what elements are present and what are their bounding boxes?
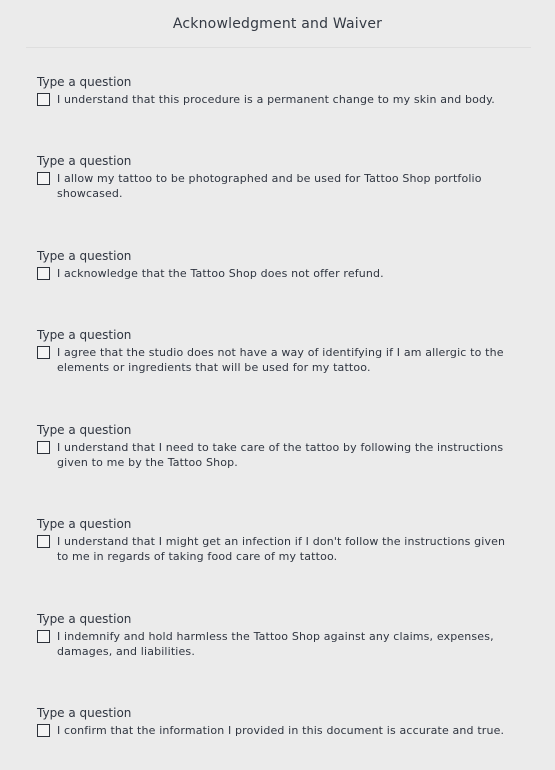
acknowledge-checkbox[interactable]: [37, 535, 50, 548]
form-title: Acknowledgment and Waiver: [172, 16, 383, 32]
question-label[interactable]: Type a question: [37, 75, 132, 89]
question-label[interactable]: Type a question: [37, 249, 132, 263]
checkbox-label: I agree that the studio does not have a way of identifying if I am allergic to the elements or ingredients that will be used for my tattoo.: [57, 346, 504, 374]
question-label[interactable]: Type a question: [37, 328, 132, 342]
acknowledge-checkbox[interactable]: [37, 724, 50, 737]
checkbox-label: I confirm that the information I provided in this document is accurate and true.: [57, 724, 505, 737]
checkbox-label: I understand that this procedure is a permanent change to my skin and body.: [57, 93, 495, 106]
acknowledge-checkbox[interactable]: [37, 172, 50, 185]
question-label[interactable]: Type a question: [37, 612, 132, 626]
acknowledge-checkbox[interactable]: [37, 267, 50, 280]
question-label[interactable]: Type a question: [37, 517, 132, 531]
acknowledge-checkbox[interactable]: [37, 93, 50, 106]
acknowledge-checkbox[interactable]: [37, 346, 50, 359]
question-label[interactable]: Type a question: [37, 706, 132, 720]
title-divider: [26, 47, 531, 48]
question-label[interactable]: Type a question: [37, 423, 132, 437]
checkbox-label: I understand that I need to take care of the tattoo by following the instructions given to me by the Tattoo Shop.: [57, 441, 504, 469]
checkbox-label: I allow my tattoo to be photographed and be used for Tattoo Shop portfolio showcased.: [57, 172, 482, 200]
checkbox-label: I indemnify and hold harmless the Tattoo Shop against any claims, expenses, damages, and liabilities.: [57, 630, 494, 658]
question-label[interactable]: Type a question: [37, 154, 132, 168]
acknowledge-checkbox[interactable]: [37, 441, 50, 454]
acknowledge-checkbox[interactable]: [37, 630, 50, 643]
checkbox-label: I acknowledge that the Tattoo Shop does not offer refund.: [57, 267, 384, 280]
checkbox-label: I understand that I might get an infection if I don't follow the instructions given to me in regards of taking food care of my tattoo.: [57, 535, 506, 563]
